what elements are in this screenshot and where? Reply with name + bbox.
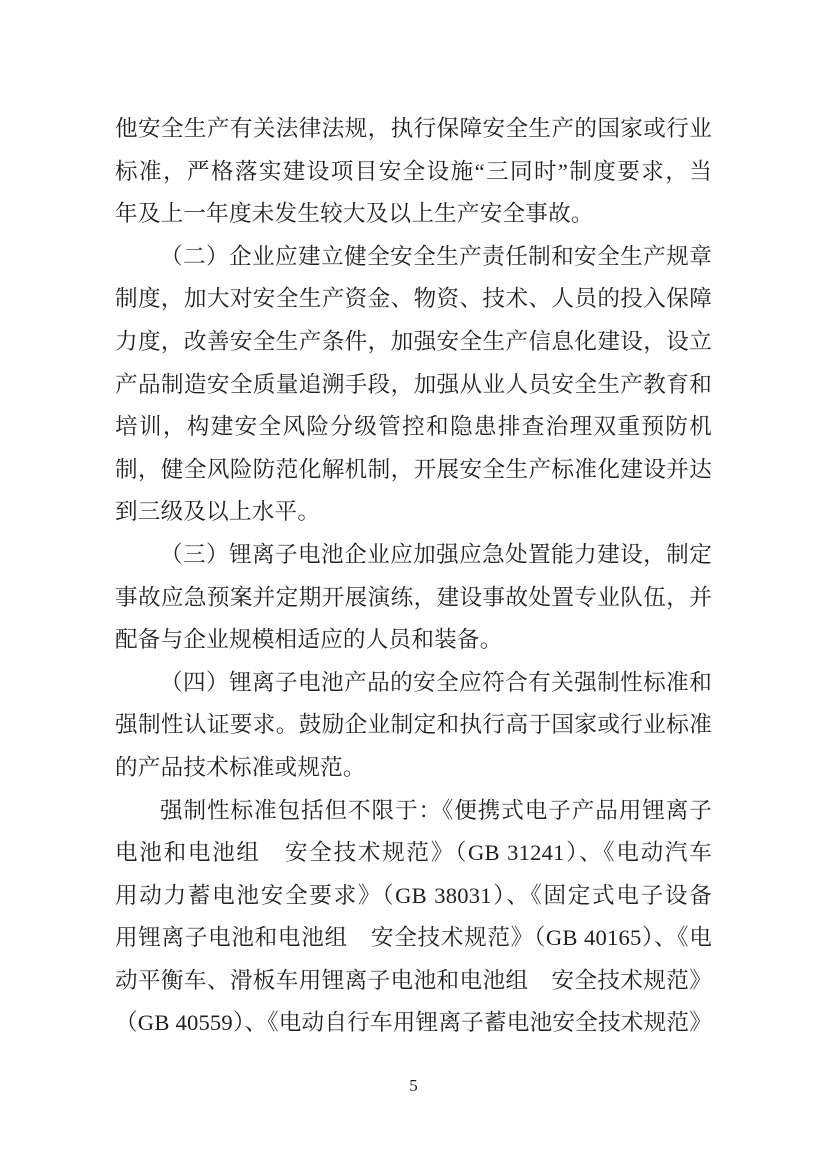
text-line paragraph-start: （三）锂离子电池企业应加强应急处置能力建设，制定 [160, 541, 712, 567]
document-body [115, 108, 712, 1045]
text-line: 产品制造安全质量追溯手段，加强从业人员安全生产教育和 [115, 371, 712, 397]
text-line: 用动力蓄电池安全要求》（GB 38031）、《固定式电子设备 [115, 882, 712, 908]
text-line: 标准，严格落实建设项目安全设施“三同时”制度要求，当 [115, 158, 712, 184]
text-line: 配备与企业规模相适应的人员和装备。 [115, 627, 503, 653]
text-line: 强制性认证要求。鼓励企业制定和执行高于国家或行业标准 [115, 712, 712, 738]
text-line: 力度，改善安全生产条件，加强安全生产信息化建设，设立 [115, 328, 712, 354]
text-line: 年及上一年度未发生较大及以上生产安全事故。 [115, 201, 594, 227]
text-line: 到三级及以上水平。 [115, 499, 321, 525]
text-line: 动平衡车、滑板车用锂离子电池和电池组 安全技术规范》 [115, 967, 712, 993]
text-line: 的产品技术标准或规范。 [115, 754, 366, 780]
text-line paragraph-start: （四）锂离子电池产品的安全应符合有关强制性标准和 [160, 669, 712, 695]
text-line: 电池和电池组 安全技术规范》（GB 31241）、《电动汽车 [115, 840, 712, 866]
text-line: 用锂离子电池和电池组 安全技术规范》（GB 40165）、《电 [115, 925, 712, 951]
text-line: （GB 40559）、《电动自行车用锂离子蓄电池安全技术规范》 [115, 1010, 712, 1036]
text-line paragraph-start: 强制性标准包括但不限于：《便携式电子产品用锂离子 [160, 797, 712, 823]
text-line: 他安全生产有关法律法规，执行保障安全生产的国家或行业 [115, 116, 712, 141]
text-line: 制，健全风险防范化解机制，开展安全生产标准化建设并达 [115, 456, 712, 482]
text-line: 制度，加大对安全生产资金、物资、技术、人员的投入保障 [115, 286, 712, 312]
text-line paragraph-start: （二）企业应建立健全安全生产责任制和安全生产规章 [160, 243, 712, 269]
text-line: 事故应急预案并定期开展演练，建设事故处置专业队伍，并 [115, 584, 712, 610]
text-line: 培训，构建安全风险分级管控和隐患排查治理双重预防机 [115, 414, 712, 440]
page-number: 5 [409, 1076, 418, 1095]
